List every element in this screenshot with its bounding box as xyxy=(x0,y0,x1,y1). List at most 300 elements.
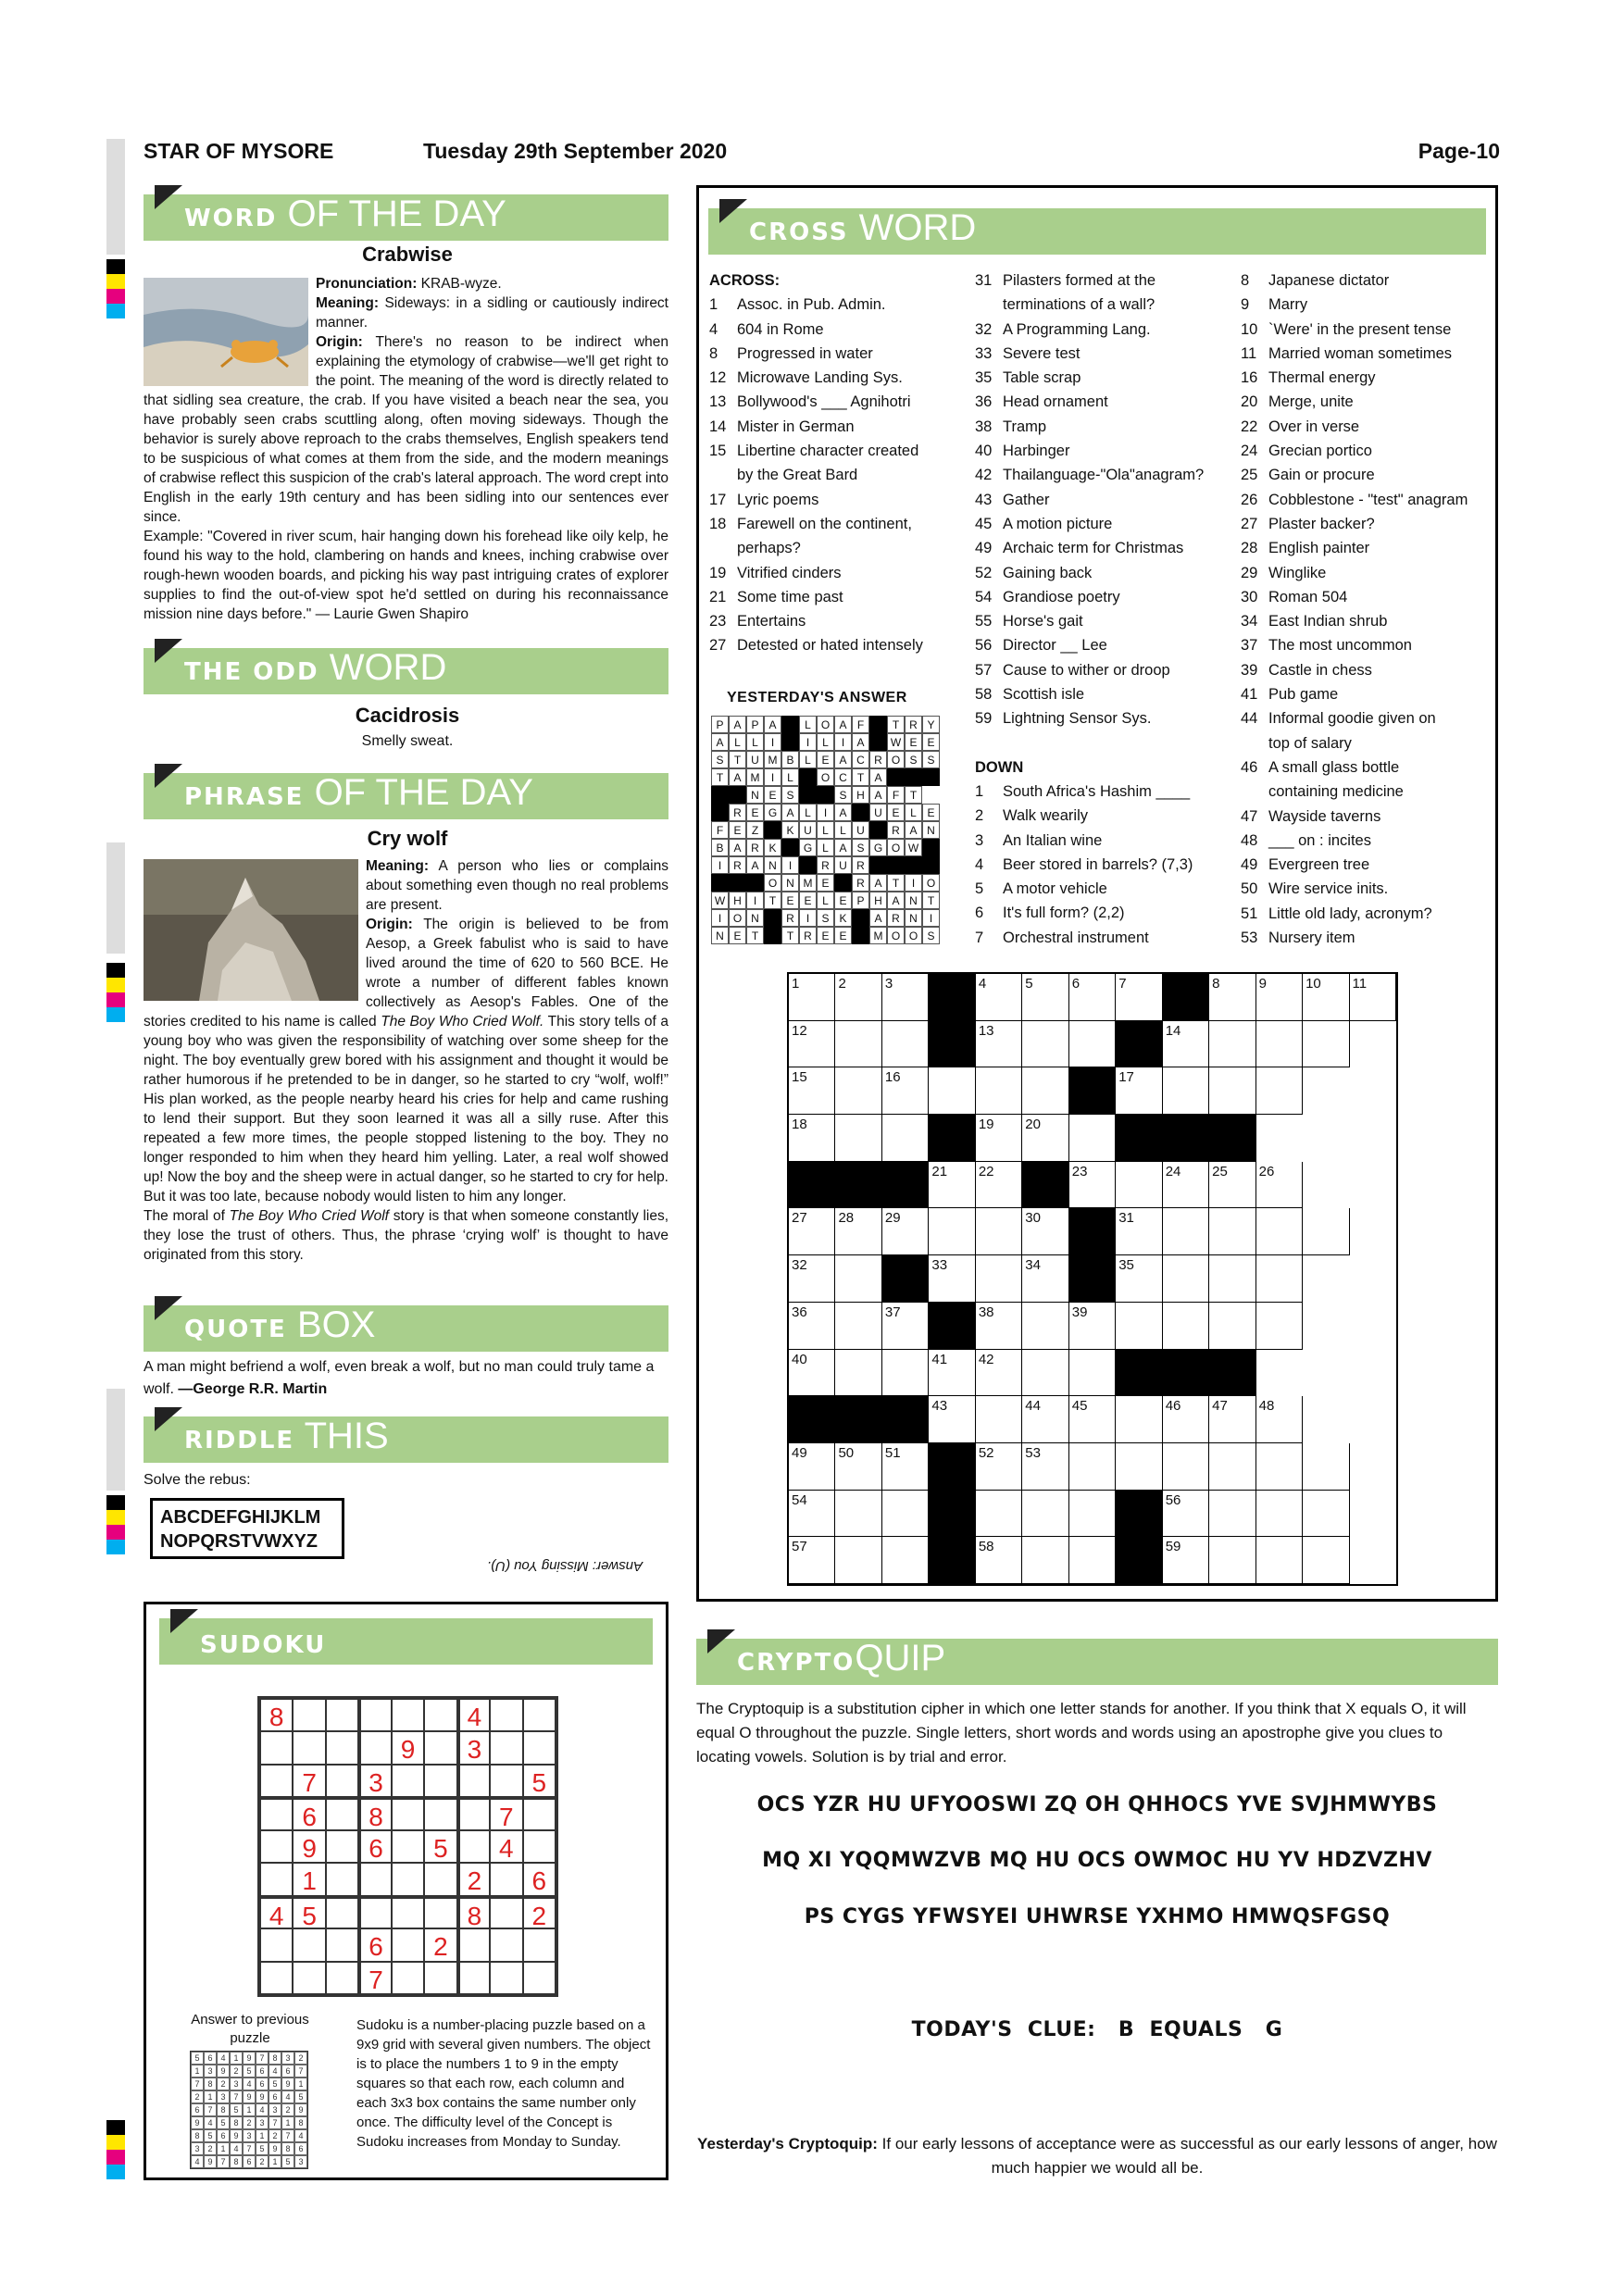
crossword-grid[interactable] xyxy=(787,972,1398,1586)
answer-cell: F xyxy=(711,821,729,839)
answer-cell: L xyxy=(834,821,852,839)
reg-mark-magenta xyxy=(106,2150,125,2165)
sudoku-cell[interactable] xyxy=(260,1962,293,1994)
sudoku-cell: 8 xyxy=(358,1797,391,1829)
clue-number: 17 xyxy=(709,491,727,508)
crossword-cell[interactable]: 30 xyxy=(1022,1208,1068,1255)
crossword-black-cell xyxy=(1069,1255,1116,1303)
sudoku-cell: 2 xyxy=(523,1896,556,1928)
answer-cell: G xyxy=(764,804,781,821)
across-clues-col2 xyxy=(975,268,1216,950)
clue-text: Vitrified cinders xyxy=(737,564,842,581)
clue-text: Farewell on the continent, xyxy=(737,515,912,532)
sudoku-cell[interactable] xyxy=(523,1830,556,1863)
clue-text: Orchestral instrument xyxy=(1003,929,1149,946)
sudoku-answer-cell: 9 xyxy=(243,2052,256,2065)
crossword-cell[interactable]: 27 xyxy=(789,1208,835,1255)
clue-row xyxy=(975,609,1216,633)
banner-corner-icon xyxy=(719,199,747,223)
clue-number: 5 xyxy=(975,880,984,898)
sudoku-cell[interactable] xyxy=(326,1863,358,1895)
crossword-cell[interactable]: 40 xyxy=(789,1350,835,1397)
crossword-cell[interactable]: 16 xyxy=(882,1067,929,1115)
crossword-cell[interactable] xyxy=(1163,1303,1209,1350)
answer-cell: A xyxy=(834,716,852,733)
crossword-cell[interactable] xyxy=(1069,1491,1116,1538)
crossword-cell[interactable] xyxy=(1163,1443,1209,1491)
crossword-cell[interactable] xyxy=(1022,1067,1068,1115)
answer-cell: E xyxy=(799,892,817,909)
clue-text: Cause to wither or droop xyxy=(1003,661,1170,679)
crossword-cell[interactable]: 48 xyxy=(1256,1396,1303,1443)
crossword-cell[interactable] xyxy=(1022,1350,1068,1397)
crossword-cell[interactable]: 13 xyxy=(976,1021,1022,1068)
crossword-cell[interactable]: 35 xyxy=(1116,1255,1162,1303)
sudoku-cell[interactable] xyxy=(260,1830,293,1863)
crossword-cell[interactable]: 54 xyxy=(789,1491,835,1538)
crossword-cell[interactable] xyxy=(1069,1350,1116,1397)
crossword-cell[interactable] xyxy=(835,1115,881,1162)
clue-row xyxy=(1241,536,1495,560)
clue-text: Mister in German xyxy=(737,418,855,435)
answer-cell: E xyxy=(922,804,940,821)
crossword-cell[interactable]: 36 xyxy=(789,1303,835,1350)
crossword-black-cell xyxy=(929,1443,975,1491)
crossword-cell[interactable] xyxy=(1256,1255,1303,1303)
crossword-cell[interactable] xyxy=(835,1537,881,1584)
sudoku-cell[interactable] xyxy=(424,1863,456,1895)
sudoku-cell: 7 xyxy=(358,1962,391,1994)
clue-text: A motor vehicle xyxy=(1003,880,1107,898)
clue-text: An Italian wine xyxy=(1003,831,1103,849)
sudoku-cell[interactable] xyxy=(326,1896,358,1928)
sudoku-cell[interactable] xyxy=(490,1896,522,1928)
crossword-cell[interactable]: 19 xyxy=(976,1115,1022,1162)
sudoku-cell[interactable] xyxy=(260,1928,293,1961)
crossword-cell[interactable]: 43 xyxy=(929,1396,975,1443)
sudoku-cell[interactable] xyxy=(424,1962,456,1994)
sudoku-cell[interactable] xyxy=(326,1830,358,1863)
answer-cell: N xyxy=(905,909,922,927)
crossword-cell[interactable] xyxy=(882,1115,929,1162)
crossword-cell[interactable]: 42 xyxy=(976,1350,1022,1397)
crossword-cell[interactable] xyxy=(1163,1067,1209,1115)
crossword-cell[interactable] xyxy=(1209,1491,1255,1538)
crossword-cell[interactable] xyxy=(1022,1491,1068,1538)
sudoku-cell[interactable] xyxy=(358,1896,391,1928)
sudoku-answer-cell: 6 xyxy=(191,2103,204,2116)
crossword-cell[interactable]: 1 xyxy=(789,974,835,1021)
clue-row xyxy=(1241,463,1495,487)
crossword-cell[interactable]: 23 xyxy=(1069,1162,1116,1209)
sudoku-cell[interactable] xyxy=(490,1765,522,1797)
crossword-cell[interactable] xyxy=(1163,1255,1209,1303)
sudoku-answer-cell: 4 xyxy=(191,2155,204,2168)
sudoku-cell[interactable] xyxy=(260,1797,293,1829)
sudoku-cell[interactable] xyxy=(490,1731,522,1764)
crossword-cell[interactable] xyxy=(1069,1021,1116,1068)
sudoku-cell[interactable] xyxy=(424,1797,456,1829)
sudoku-cell[interactable] xyxy=(424,1699,456,1731)
sudoku-cell[interactable] xyxy=(326,1797,358,1829)
riddle-prompt: Solve the rebus: xyxy=(144,1472,251,1488)
crossword-cell[interactable] xyxy=(1209,1303,1255,1350)
crossword-cell[interactable]: 49 xyxy=(789,1443,835,1491)
margin-bar xyxy=(106,139,125,255)
answer-cell: S xyxy=(834,786,852,804)
crossword-cell[interactable]: 46 xyxy=(1163,1396,1209,1443)
answer-cell: I xyxy=(746,892,764,909)
riddle-banner: RIDDLE THIS xyxy=(144,1416,668,1463)
clue-row xyxy=(709,439,950,463)
clue-row xyxy=(709,585,950,609)
sudoku-answer-cell: 2 xyxy=(281,2103,294,2116)
sudoku-answer-cell: 9 xyxy=(230,2129,243,2142)
crossword-cell[interactable]: 18 xyxy=(789,1115,835,1162)
clue-row xyxy=(1241,706,1495,730)
sudoku-cell[interactable] xyxy=(392,1797,424,1829)
clue-number: 42 xyxy=(975,467,993,484)
crossword-cell[interactable]: 39 xyxy=(1069,1303,1116,1350)
crossword-cell[interactable] xyxy=(1116,1303,1162,1350)
crossword-cell[interactable]: 47 xyxy=(1209,1396,1255,1443)
sudoku-answer-cell: 3 xyxy=(281,2052,294,2065)
crossword-cell[interactable] xyxy=(882,1350,929,1397)
answer-cell: I xyxy=(922,909,940,927)
crossword-cell[interactable] xyxy=(976,1208,1022,1255)
sudoku-cell: 2 xyxy=(424,1928,456,1961)
answer-cell: E xyxy=(834,927,852,944)
sudoku-cell[interactable] xyxy=(490,1928,522,1961)
quote-text: A man might befriend a wolf, even break a wolf, but no man could truly tame a wolf. —George R.R. Martin xyxy=(144,1359,655,1397)
crossword-cell[interactable]: 37 xyxy=(882,1303,929,1350)
sudoku-cell: 6 xyxy=(293,1797,325,1829)
clue-row xyxy=(1241,342,1495,366)
answer-cell: I xyxy=(711,909,729,927)
sudoku-cell[interactable] xyxy=(490,1699,522,1731)
crossword-cell[interactable] xyxy=(1256,1067,1303,1115)
crossword-cell[interactable] xyxy=(1303,1021,1349,1068)
crossword-cell[interactable]: 26 xyxy=(1256,1162,1303,1209)
sudoku-cell[interactable] xyxy=(326,1962,358,1994)
quote-box-banner: QUOTE BOX xyxy=(144,1305,668,1352)
crossword-cell[interactable]: 17 xyxy=(1116,1067,1162,1115)
crossword-cell[interactable]: 57 xyxy=(789,1537,835,1584)
crossword-cell[interactable] xyxy=(976,1067,1022,1115)
answer-cell: N xyxy=(711,927,729,944)
answer-cell: T xyxy=(729,751,746,768)
sudoku-cell[interactable] xyxy=(392,1863,424,1895)
sudoku-cell[interactable] xyxy=(392,1765,424,1797)
crossword-cell[interactable] xyxy=(1303,1443,1349,1491)
crossword-cell[interactable]: 6 xyxy=(1069,974,1116,1021)
crossword-cell[interactable] xyxy=(929,1208,975,1255)
answer-cell: A xyxy=(729,839,746,856)
crossword-cell[interactable] xyxy=(1303,1208,1349,1255)
crossword-cell[interactable] xyxy=(976,1491,1022,1538)
crossword-cell[interactable] xyxy=(835,1255,881,1303)
crossword-cell[interactable] xyxy=(1116,1443,1162,1491)
clue-number: 15 xyxy=(709,443,727,460)
sudoku-answer-cell: 1 xyxy=(243,2103,256,2116)
crossword-cell[interactable]: 33 xyxy=(929,1255,975,1303)
answer-cell: A xyxy=(781,804,799,821)
sudoku-cell[interactable] xyxy=(392,1928,424,1961)
clue-text: Severe test xyxy=(1003,344,1081,362)
clue-number: 27 xyxy=(709,637,727,655)
sudoku-cell[interactable] xyxy=(457,1797,490,1829)
clue-number xyxy=(975,293,1003,317)
crossword-cell[interactable]: 38 xyxy=(976,1303,1022,1350)
crossword-cell[interactable] xyxy=(1069,1443,1116,1491)
clue-number: 43 xyxy=(975,491,993,508)
sudoku-answer-cell: 5 xyxy=(217,2116,230,2129)
sudoku-cell[interactable] xyxy=(523,1797,556,1829)
crossword-cell[interactable] xyxy=(1256,1021,1303,1068)
crossword-cell[interactable]: 2 xyxy=(835,974,881,1021)
sudoku-cell[interactable] xyxy=(424,1896,456,1928)
crossword-cell[interactable]: 59 xyxy=(1163,1537,1209,1584)
crossword-cell[interactable] xyxy=(1116,1162,1162,1209)
clue-number: 40 xyxy=(975,443,993,460)
crossword-black-cell xyxy=(789,1396,835,1443)
clue-number: 1 xyxy=(709,296,718,314)
sudoku-cell[interactable] xyxy=(293,1731,325,1764)
crossword-cell[interactable] xyxy=(976,1396,1022,1443)
answer-black-cell xyxy=(799,856,817,874)
crossword-cell[interactable]: 32 xyxy=(789,1255,835,1303)
crossword-cell[interactable]: 41 xyxy=(929,1350,975,1397)
crossword-cell[interactable]: 24 xyxy=(1163,1162,1209,1209)
crossword-cell[interactable] xyxy=(835,1350,881,1397)
clue-text: containing medicine xyxy=(1268,783,1404,801)
sudoku-answer-cell: 6 xyxy=(281,2065,294,2078)
sudoku-cell[interactable] xyxy=(293,1962,325,1994)
sudoku-cell[interactable] xyxy=(457,1928,490,1961)
sudoku-answer-cell: 4 xyxy=(217,2052,230,2065)
crossword-cell[interactable] xyxy=(882,1537,929,1584)
clue-text: Japanese dictator xyxy=(1268,272,1390,289)
sudoku-answer-cell: 1 xyxy=(230,2052,243,2065)
sudoku-cell[interactable] xyxy=(490,1863,522,1895)
crossword-cell[interactable]: 22 xyxy=(976,1162,1022,1209)
cryptoquip-banner: CRYPTOQUIP xyxy=(696,1639,1498,1685)
clue-number: 33 xyxy=(975,344,993,362)
sudoku-cell[interactable] xyxy=(358,1731,391,1764)
crossword-cell[interactable]: 5 xyxy=(1022,974,1068,1021)
crossword-cell[interactable]: 7 xyxy=(1116,974,1162,1021)
sudoku-cell[interactable] xyxy=(523,1962,556,1994)
sudoku-cell[interactable] xyxy=(457,1962,490,1994)
sudoku-cell[interactable] xyxy=(326,1765,358,1797)
sudoku-cell[interactable] xyxy=(326,1731,358,1764)
crossword-cell[interactable] xyxy=(1069,1537,1116,1584)
crossword-cell[interactable]: 53 xyxy=(1022,1443,1068,1491)
crossword-cell[interactable] xyxy=(1303,1537,1349,1584)
sudoku-cell: 6 xyxy=(358,1928,391,1961)
crossword-cell[interactable] xyxy=(1022,1021,1068,1068)
crossword-cell[interactable] xyxy=(1069,1115,1116,1162)
clue-row xyxy=(1241,755,1495,780)
crossword-cell[interactable] xyxy=(1163,1208,1209,1255)
crossword-cell[interactable]: 25 xyxy=(1209,1162,1255,1209)
answer-cell: Y xyxy=(922,716,940,733)
answer-black-cell xyxy=(764,821,781,839)
crossword-cell[interactable] xyxy=(882,1491,929,1538)
crossword-cell[interactable]: 20 xyxy=(1022,1115,1068,1162)
reg-mark-yellow xyxy=(106,1510,125,1525)
sudoku-answer-cell: 3 xyxy=(191,2142,204,2155)
clue-number: 30 xyxy=(1241,588,1258,605)
clue-row xyxy=(709,463,950,487)
crossword-cell[interactable]: 10 xyxy=(1303,974,1349,1021)
answer-cell: W xyxy=(905,839,922,856)
clue-number: 24 xyxy=(1241,443,1258,460)
answer-cell: O xyxy=(887,927,905,944)
crossword-cell[interactable] xyxy=(976,1255,1022,1303)
crossword-cell[interactable]: 58 xyxy=(976,1537,1022,1584)
crossword-cell[interactable]: 9 xyxy=(1256,974,1303,1021)
answer-cell: B xyxy=(781,751,799,768)
clue-number: 56 xyxy=(975,637,993,655)
sudoku-cell: 8 xyxy=(260,1699,293,1731)
sudoku-cell[interactable] xyxy=(457,1830,490,1863)
sudoku-grid[interactable] xyxy=(257,1696,558,1997)
sudoku-cell[interactable] xyxy=(392,1962,424,1994)
crossword-cell[interactable] xyxy=(1209,1443,1255,1491)
clue-text: A small glass bottle xyxy=(1268,758,1400,776)
crossword-cell[interactable]: 45 xyxy=(1069,1396,1116,1443)
answer-cell: E xyxy=(729,927,746,944)
sudoku-cell[interactable] xyxy=(358,1863,391,1895)
crossword-cell[interactable] xyxy=(1256,1443,1303,1491)
answer-cell: S xyxy=(711,751,729,768)
crossword-cell[interactable]: 3 xyxy=(882,974,929,1021)
sudoku-cell[interactable] xyxy=(260,1765,293,1797)
answer-cell: L xyxy=(781,768,799,786)
sudoku-cell[interactable] xyxy=(523,1928,556,1961)
crossword-black-cell xyxy=(1069,1208,1116,1255)
clue-text: Gain or procure xyxy=(1268,467,1375,484)
crossword-cell[interactable]: 56 xyxy=(1163,1491,1209,1538)
answer-cell: T xyxy=(781,927,799,944)
answer-cell: Z xyxy=(746,821,764,839)
crossword-cell[interactable]: 12 xyxy=(789,1021,835,1068)
yesterday-answer-label: YESTERDAY'S ANSWER xyxy=(727,690,907,705)
crossword-cell[interactable]: 52 xyxy=(976,1443,1022,1491)
sudoku-cell[interactable] xyxy=(326,1699,358,1731)
sudoku-cell[interactable] xyxy=(424,1765,456,1797)
crossword-cell[interactable] xyxy=(1022,1303,1068,1350)
cryptoquip-yesterday: Yesterday's Cryptoquip: If our early lessons of acceptance were as successful as our early lessons of anger, how much happier we would all be. xyxy=(697,2135,1497,2177)
crossword-cell[interactable]: 8 xyxy=(1209,974,1255,1021)
clue-text: Wire service inits. xyxy=(1268,880,1389,898)
clue-number: 31 xyxy=(975,272,993,289)
clue-number: 48 xyxy=(1241,831,1258,849)
sudoku-cell[interactable] xyxy=(392,1830,424,1863)
crossword-cell[interactable] xyxy=(1209,1255,1255,1303)
reg-mark-cyan xyxy=(106,1540,125,1554)
crossword-cell[interactable] xyxy=(835,1303,881,1350)
answer-cell: S xyxy=(922,927,940,944)
sudoku-cell[interactable] xyxy=(260,1731,293,1764)
sudoku-cell[interactable] xyxy=(424,1731,456,1764)
crossword-cell[interactable] xyxy=(1209,1021,1255,1068)
sudoku-cell[interactable] xyxy=(293,1699,325,1731)
sudoku-previous-answer-grid xyxy=(190,2051,308,2169)
crossword-cell[interactable] xyxy=(1022,1537,1068,1584)
crossword-cell[interactable] xyxy=(835,1067,881,1115)
answer-cell: K xyxy=(781,821,799,839)
crossword-cell[interactable] xyxy=(1256,1208,1303,1255)
answer-cell: W xyxy=(887,733,905,751)
answer-cell: G xyxy=(869,839,887,856)
crossword-cell[interactable]: 14 xyxy=(1163,1021,1209,1068)
clue-row xyxy=(975,926,1216,950)
crossword-cell[interactable] xyxy=(1256,1537,1303,1584)
crossword-cell[interactable] xyxy=(1303,1491,1349,1538)
answer-black-cell xyxy=(869,733,887,751)
sudoku-cell[interactable] xyxy=(260,1863,293,1895)
sudoku-cell[interactable] xyxy=(523,1699,556,1731)
crossword-cell[interactable] xyxy=(1256,1303,1303,1350)
crossword-cell[interactable] xyxy=(1209,1537,1255,1584)
sudoku-cell[interactable] xyxy=(523,1731,556,1764)
crossword-cell[interactable] xyxy=(1116,1396,1162,1443)
sudoku-cell[interactable] xyxy=(392,1699,424,1731)
sudoku-cell[interactable] xyxy=(326,1928,358,1961)
sudoku-cell[interactable] xyxy=(392,1896,424,1928)
answer-cell: L xyxy=(746,733,764,751)
crossword-cell[interactable]: 50 xyxy=(835,1443,881,1491)
answer-black-cell xyxy=(729,874,746,892)
crossword-cell[interactable]: 4 xyxy=(976,974,1022,1021)
sudoku-answer-cell: 6 xyxy=(204,2052,217,2065)
sudoku-cell[interactable] xyxy=(490,1962,522,1994)
clue-text: Table scrap xyxy=(1003,369,1081,387)
crossword-cell[interactable] xyxy=(882,1021,929,1068)
crossword-cell[interactable] xyxy=(1256,1491,1303,1538)
crossword-cell[interactable]: 11 xyxy=(1350,974,1396,1021)
crossword-cell[interactable]: 51 xyxy=(882,1443,929,1491)
crossword-cell[interactable] xyxy=(835,1491,881,1538)
crossword-cell[interactable]: 29 xyxy=(882,1208,929,1255)
sudoku-answer-cell: 5 xyxy=(294,2090,307,2103)
sudoku-cell[interactable] xyxy=(293,1928,325,1961)
answer-black-cell xyxy=(746,874,764,892)
crossword-cell[interactable] xyxy=(1209,1208,1255,1255)
answer-black-cell xyxy=(887,768,905,786)
crossword-cell[interactable]: 44 xyxy=(1022,1396,1068,1443)
crossword-cell[interactable] xyxy=(1209,1067,1255,1115)
crossword-black-cell xyxy=(1163,974,1209,1021)
phrase-of-the-day-banner: PHRASE OF THE DAY xyxy=(144,773,668,819)
clue-text: It's full form? (2,2) xyxy=(1003,905,1125,922)
crossword-cell[interactable]: 15 xyxy=(789,1067,835,1115)
crossword-cell[interactable]: 21 xyxy=(929,1162,975,1209)
crossword-cell[interactable]: 34 xyxy=(1022,1255,1068,1303)
sudoku-description: Sudoku is a number-placing puzzle based on a 9x9 grid with several given numbers. The object is to place the numbers 1 to 9 in the empty squares so that each row, each column and each 3x3 box contains the same number only once. The difficulty level of the Concept is Sudoku increases from Monday to Sunday. xyxy=(356,2017,651,2150)
sudoku-cell[interactable] xyxy=(358,1699,391,1731)
sudoku-cell[interactable] xyxy=(457,1765,490,1797)
clue-number: 49 xyxy=(975,540,993,557)
crossword-cell[interactable] xyxy=(929,1067,975,1115)
crossword-cell[interactable]: 31 xyxy=(1116,1208,1162,1255)
word-of-the-day-body: Pronunciation: KRAB-wyze. Meaning: Sideways: in a sidling or cautiously indirect manner. Origin: There's no reason to be indirect when explaining the etymology of crabwise—we'll get right to the point. The meaning of the word is directly related to that sidling sea creature, the crab. If you have visited a beach near the sea, you have probably seen crabs scuttling along, often moving sideways. Though the behavior is surely above reproach to the crabs themselves, English speakers tend to be suspicious of what comes at them from the side, and the modern meanings of crabwise reflect this suspicion of the crab's lateral approach. The word crept into English in the early 19th century and has been sidling into our sentences ever since. Example: "Covered in river scum, hair hanging down his forehead like oily kelp, he found his way to the hold, clambering on hands and knees, inching crabwise over rough-hewn wooden boards, and picking his way past intriguing crates of explorer supplies to find the out-of-view spot he'd settled on during his reconnaissance mission nine days before." — Laurie Gwen Shapiro xyxy=(144,276,668,622)
crossword-cell[interactable] xyxy=(835,1021,881,1068)
crossword-cell[interactable]: 28 xyxy=(835,1208,881,1255)
answer-cell: R xyxy=(781,909,799,927)
